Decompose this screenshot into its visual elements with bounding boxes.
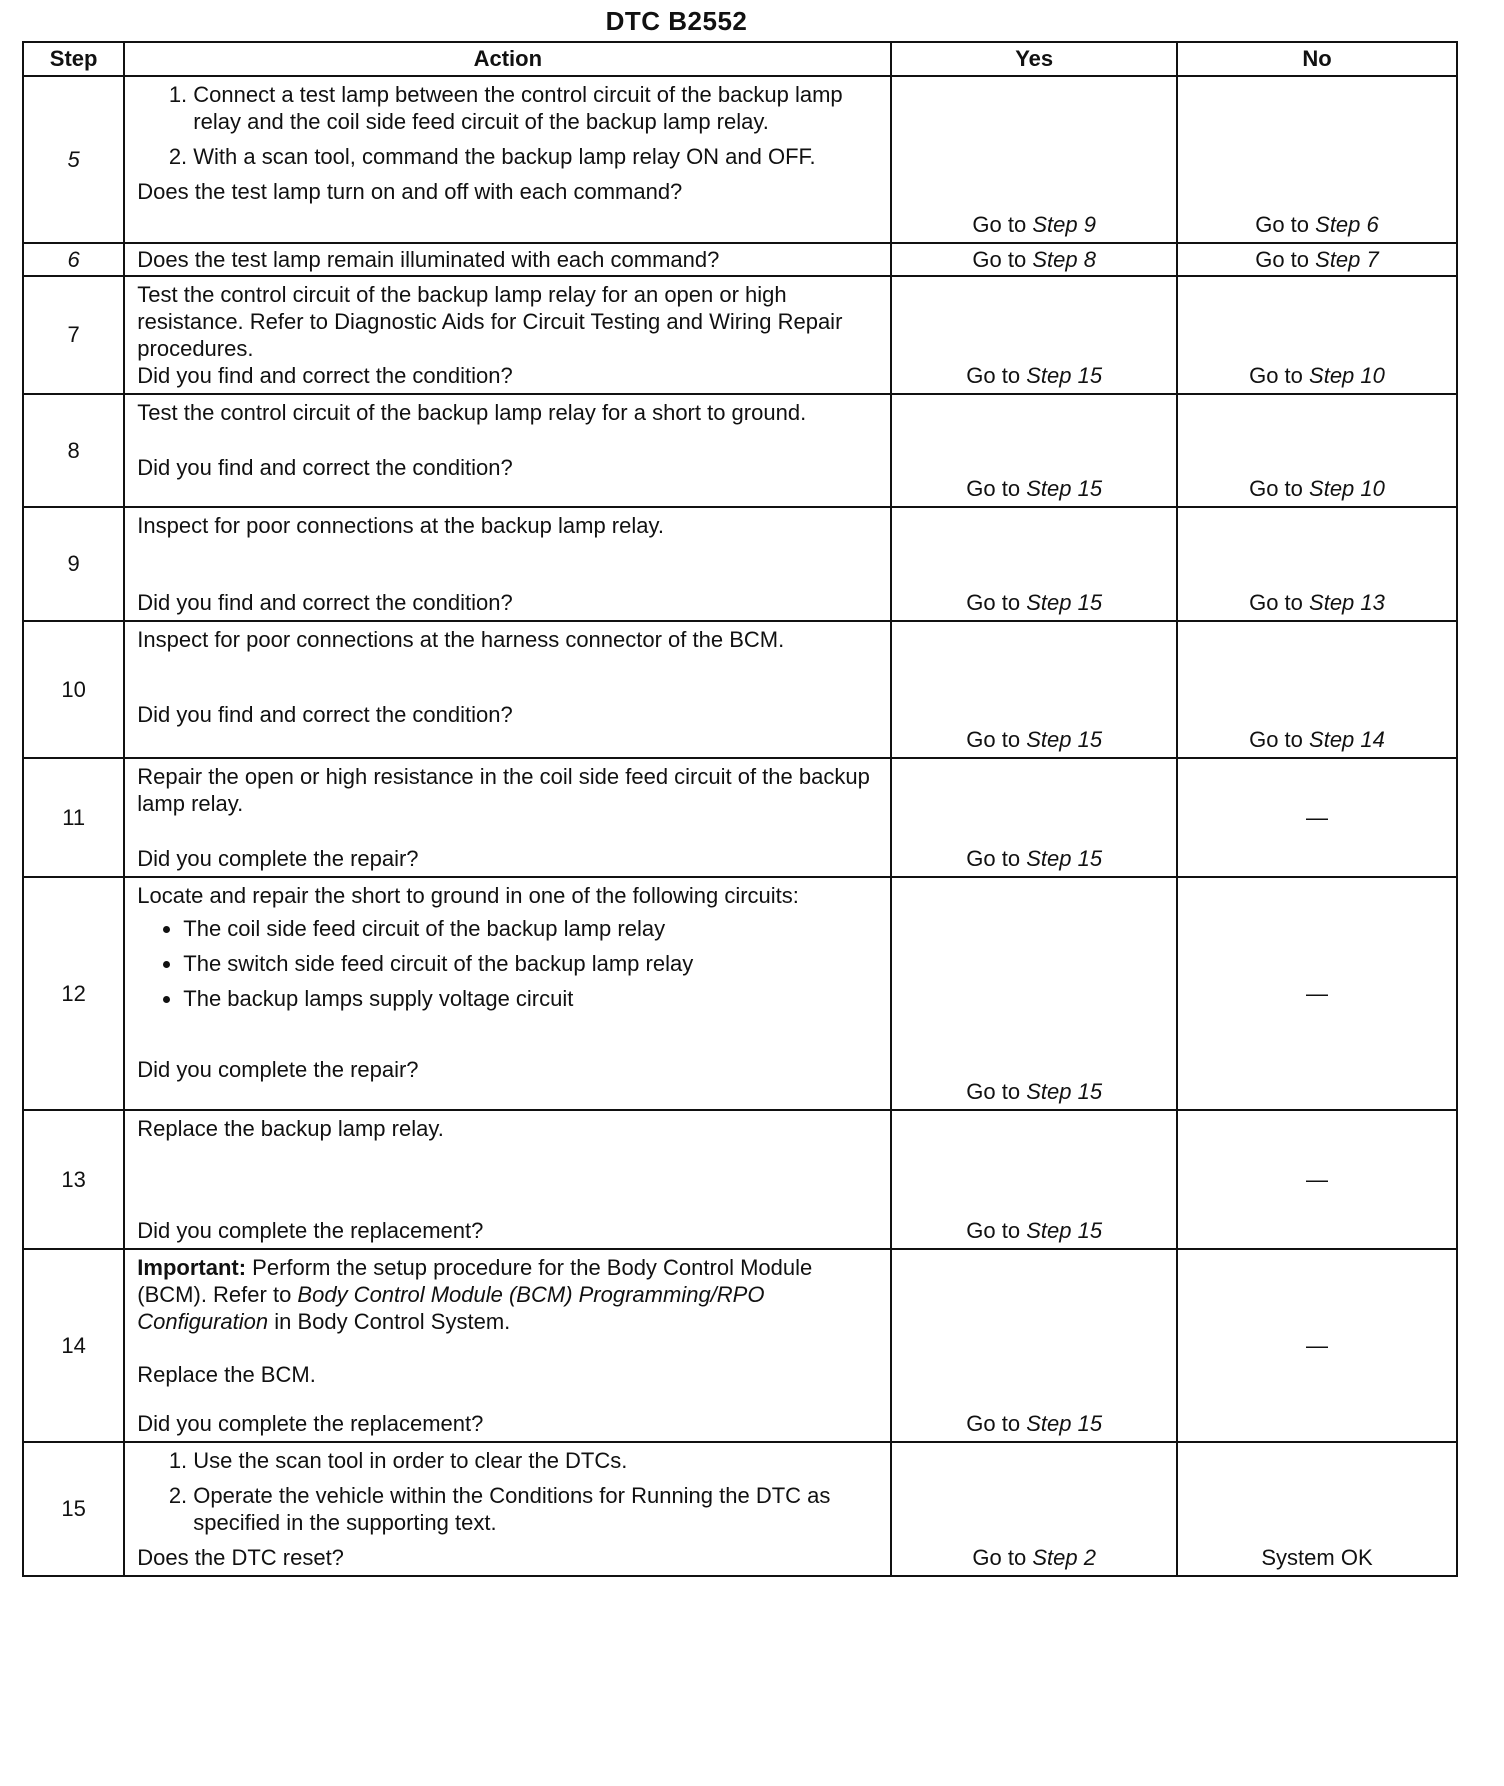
action-question: Does the test lamp turn on and off with each command? — [137, 179, 683, 204]
action-text: Test the control circuit of the backup lamp relay for a short to ground. — [137, 400, 807, 425]
yes-cell: Go to Step 2 — [891, 1442, 1177, 1576]
table-row — [23, 1442, 1457, 1576]
step-number: 8 — [23, 394, 124, 507]
important-note: Important: Perform the setup procedure for the Body Control Module (BCM). Refer to Body Control Module (BCM) Programming/RPO Configuration in Body Control System. — [137, 1255, 813, 1334]
action-text: Replace the backup lamp relay. — [137, 1116, 444, 1141]
list-item: • The coil side feed circuit of the backup lamp relay — [183, 915, 880, 942]
yes-cell: Go to Step 15 — [891, 877, 1177, 1110]
action-question: Does the test lamp remain illuminated with each command? — [137, 247, 720, 272]
no-cell: System OK — [1177, 1442, 1457, 1576]
action-text: Inspect for poor connections at the backup lamp relay. — [137, 513, 664, 538]
table-row — [23, 243, 1457, 276]
action-cell — [124, 243, 891, 276]
no-cell: — — [1177, 1249, 1457, 1442]
no-cell: — — [1177, 1110, 1457, 1249]
table-row — [23, 394, 1457, 507]
action-text: Inspect for poor connections at the harness connector of the BCM. — [137, 627, 785, 652]
list-item: • The backup lamps supply voltage circuit — [183, 985, 880, 1012]
action-question: Did you complete the replacement? — [137, 1411, 484, 1436]
yes-cell: Go to Step 15 — [891, 621, 1177, 758]
table-row — [23, 1110, 1457, 1249]
no-target-step: 7 — [1366, 246, 1379, 272]
no-target-step: 6 — [1366, 212, 1379, 237]
step-number: 7 — [23, 276, 124, 394]
no-target-step: 13 — [1360, 590, 1385, 615]
table-row — [23, 758, 1457, 877]
table-row — [23, 621, 1457, 758]
circuit-list — [137, 915, 880, 1012]
step-number: 12 — [23, 877, 124, 1110]
action-question: Does the DTC reset? — [137, 1545, 344, 1570]
header-yes: Yes — [891, 42, 1177, 76]
yes-cell: Go to Step 9 — [891, 76, 1177, 243]
no-target-step: 14 — [1360, 727, 1385, 752]
important-label: Important: — [137, 1255, 247, 1280]
action-question: Did you find and correct the condition? — [137, 363, 513, 388]
table-row — [23, 76, 1457, 243]
no-target-step: 10 — [1360, 476, 1385, 501]
yes-cell: Go to Step 8 — [891, 243, 1177, 276]
yes-cell: Go to Step 15 — [891, 276, 1177, 394]
list-item: 2. With a scan tool, command the backup lamp relay ON and OFF. — [193, 143, 880, 170]
step-number: 13 — [23, 1110, 124, 1249]
action-question: Did you complete the repair? — [137, 846, 419, 871]
list-item: 2. Operate the vehicle within the Conditions for Running the DTC as specified in the supporting text. — [193, 1482, 880, 1536]
action-question: Did you find and correct the condition? — [137, 590, 513, 615]
yes-cell: Go to Step 15 — [891, 758, 1177, 877]
action-cell — [124, 1110, 891, 1249]
reference-link: Body Control Module (BCM) Programming/RPO Configuration — [137, 1282, 765, 1334]
no-target-step: 10 — [1360, 363, 1385, 388]
table-row — [23, 276, 1457, 394]
no-cell: Go to Step 7 — [1177, 243, 1457, 276]
action-text: Locate and repair the short to ground in one of the following circuits: — [137, 883, 799, 908]
action-cell — [124, 394, 891, 507]
yes-cell: Go to Step 15 — [891, 1249, 1177, 1442]
page-title: DTC B2552 — [605, 6, 748, 36]
no-cell: — — [1177, 877, 1457, 1110]
no-cell: Go to Step 6 — [1177, 76, 1457, 243]
action-cell — [124, 621, 891, 758]
list-item: 1. Use the scan tool in order to clear the DTCs. — [193, 1447, 880, 1474]
no-cell: Go to Step 10 — [1177, 394, 1457, 507]
yes-target-step: 15 — [1077, 1218, 1103, 1243]
yes-target-step: 15 — [1077, 846, 1103, 871]
action-question: Did you find and correct the condition? — [137, 702, 513, 727]
action-text: Repair the open or high resistance in the coil side feed circuit of the backup lamp relay. — [137, 764, 870, 816]
yes-target-step: 15 — [1077, 1411, 1103, 1436]
action-cell — [124, 877, 891, 1110]
step-number: 15 — [23, 1442, 124, 1576]
list-item: 1. Connect a test lamp between the control circuit of the backup lamp relay and the coil side feed circuit of the backup lamp relay. — [193, 81, 880, 135]
yes-target-step: 2 — [1083, 1545, 1096, 1570]
action-question: Did you find and correct the condition? — [137, 455, 513, 480]
yes-target-step: 15 — [1077, 727, 1103, 752]
action-question: Did you complete the replacement? — [137, 1218, 484, 1243]
yes-target-step: 15 — [1077, 1079, 1103, 1104]
action-cell — [124, 1442, 891, 1576]
action-cell — [124, 1249, 891, 1442]
yes-target-step: 8 — [1083, 246, 1096, 272]
diagnostic-table — [22, 41, 1458, 1577]
action-cell — [124, 276, 891, 394]
no-cell: Go to Step 10 — [1177, 276, 1457, 394]
action-text: Replace the BCM. — [137, 1362, 316, 1387]
yes-target-step: 9 — [1083, 212, 1096, 237]
action-list — [137, 81, 880, 170]
table-row — [23, 877, 1457, 1110]
step-number: 6 — [23, 243, 124, 276]
action-question: Did you complete the repair? — [137, 1057, 419, 1082]
step-number: 14 — [23, 1249, 124, 1442]
yes-target-step: 15 — [1077, 476, 1103, 501]
action-cell — [124, 507, 891, 621]
table-header-row — [23, 42, 1457, 76]
action-text: Test the control circuit of the backup lamp relay for an open or high resistance. Refer to Diagnostic Aids for Circuit Testing and Wiring Repair procedures. — [137, 282, 843, 361]
action-list — [137, 1447, 880, 1536]
yes-cell: Go to Step 15 — [891, 394, 1177, 507]
yes-target-step: 15 — [1077, 363, 1103, 388]
yes-target-step: 15 — [1077, 590, 1103, 615]
step-number: 9 — [23, 507, 124, 621]
step-number: 5 — [23, 76, 124, 243]
no-cell: Go to Step 13 — [1177, 507, 1457, 621]
no-cell: — — [1177, 758, 1457, 877]
table-row — [23, 507, 1457, 621]
yes-cell: Go to Step 15 — [891, 507, 1177, 621]
table-row — [23, 1249, 1457, 1442]
action-cell — [124, 76, 891, 243]
no-cell: Go to Step 14 — [1177, 621, 1457, 758]
action-cell — [124, 758, 891, 877]
header-step: Step — [23, 42, 124, 76]
list-item: • The switch side feed circuit of the backup lamp relay — [183, 950, 880, 977]
step-number: 11 — [23, 758, 124, 877]
yes-cell: Go to Step 15 — [891, 1110, 1177, 1249]
step-number: 10 — [23, 621, 124, 758]
header-action: Action — [124, 42, 891, 76]
header-no: No — [1177, 42, 1457, 76]
